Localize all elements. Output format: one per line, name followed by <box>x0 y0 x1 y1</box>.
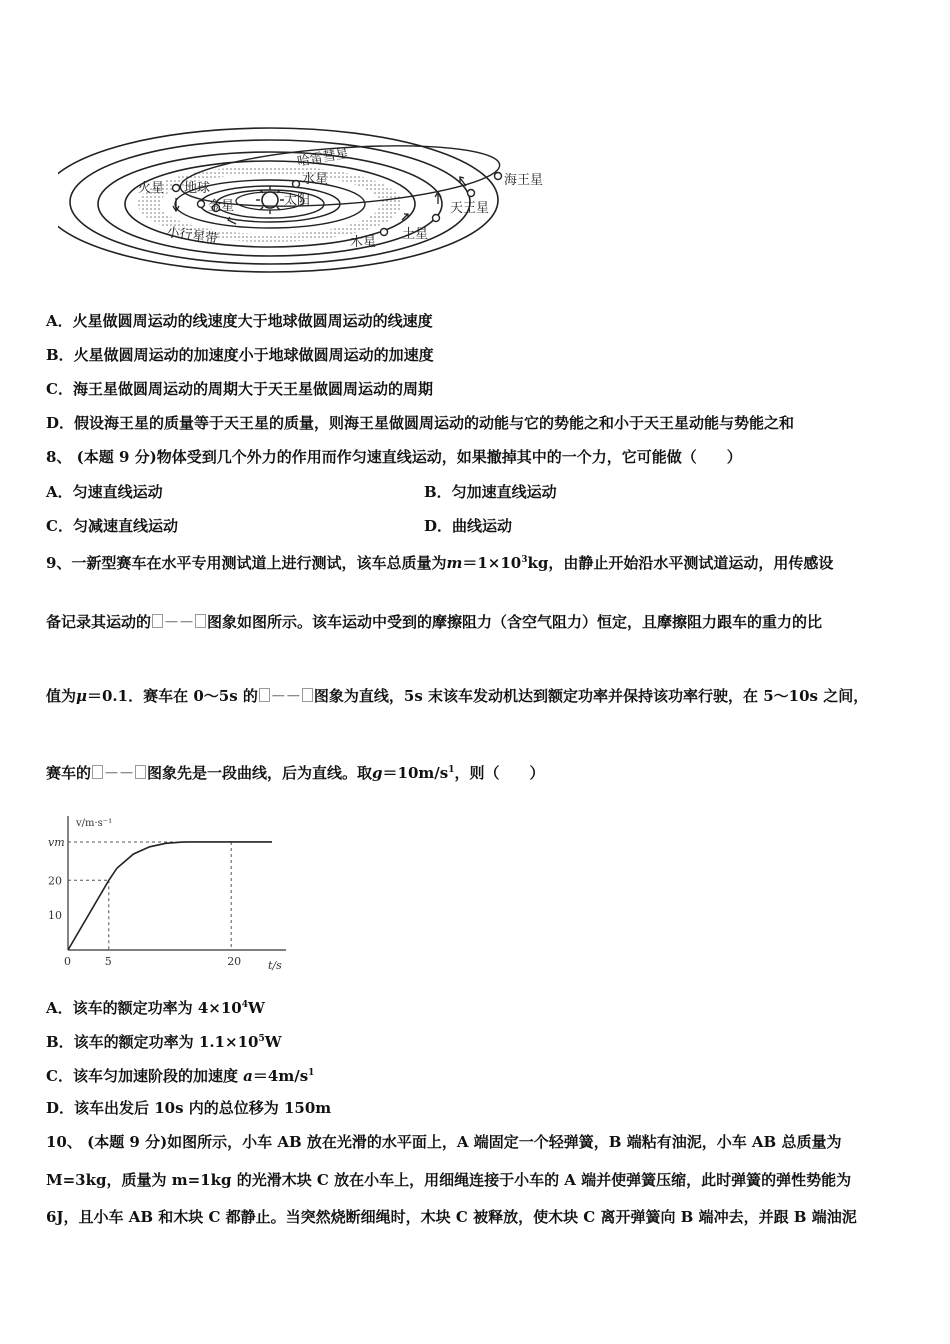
q8-stem: 8、 (本题 9 分)物体受到几个外力的作用而作匀速直线运动，如果撤掉其中的一个力，它可能做（ ） <box>46 448 742 466</box>
x-tick-label: 20 <box>227 955 242 968</box>
x-tick-label: 5 <box>104 955 112 968</box>
missing-glyph-box <box>259 688 270 702</box>
solar-system-figure <box>58 108 558 293</box>
mercury-label: 水星 <box>302 172 329 187</box>
saturn-label: 土星 <box>402 227 429 242</box>
q8-option-d: D．曲线运动 <box>424 517 513 535</box>
jupiter-label: 木星 <box>350 235 377 250</box>
x-axis-label: t/s <box>268 959 282 972</box>
y-tick-label: 10 <box>48 909 62 923</box>
q7-option-b: B．火星做圆周运动的加速度小于地球做圆周运动的加速度 <box>46 346 434 364</box>
uranus-label: 天王星 <box>450 201 490 216</box>
asteroid-belt-label: 小行星带 <box>165 225 220 248</box>
q7-option-a: A．火星做圆周运动的线速度大于地球做圆周运动的线速度 <box>46 312 433 330</box>
mercury-dot <box>293 181 300 188</box>
halley-label: 哈雷彗星 <box>296 146 350 170</box>
jupiter-dot <box>381 229 388 236</box>
q8-option-a: A．匀速直线运动 <box>46 483 163 501</box>
q9-line-3: 值为μ＝0.1．赛车在 0～5s 的 －－ 图象为直线，5s 末该车发动机达到额定功率并保持该功率行驶，在 5～10s 之间， <box>46 687 869 705</box>
q9-line-4: 赛车的 －－ 图象先是一段曲线，后为直线。取$g=10m/s^1$，则（ ） <box>46 764 545 782</box>
y-tick-label: vm <box>48 835 65 849</box>
q7-option-c: C．海王星做圆周运动的周期大于天王星做圆周运动的周期 <box>46 380 433 398</box>
saturn-dot <box>433 215 440 222</box>
y-tick-label: 20 <box>48 874 62 888</box>
mars-label: 火星 <box>138 181 165 196</box>
q9-line-1: 9、一新型赛车在水平专用测试道上进行测试，该车总质量为$m=1\times 10^3kg$，由静止开始沿水平测试道运动，用传感设 <box>46 554 834 572</box>
neptune-label: 海王星 <box>504 173 544 188</box>
venus-label: 金星 <box>208 199 235 214</box>
q8-options-row-2 <box>46 516 513 536</box>
orbit-uranus <box>70 140 470 264</box>
x-tick-label: 0 <box>64 955 71 968</box>
q9-option-b: B．该车的额定功率为 $1.1\times 10^5W$ <box>46 1033 282 1051</box>
earth-label: 地球 <box>184 181 211 196</box>
missing-glyph-box <box>135 765 146 779</box>
q9-option-a: A．该车的额定功率为 $4\times 10^4W$ <box>46 999 265 1017</box>
q10-line-3: 6J，且小车 AB 和木块 C 都静止。当突然烧断细绳时，木块 C 被释放，使木块 C 离开弹簧向 B 端冲去，并跟 B 端油泥 <box>46 1208 857 1226</box>
earth-dot <box>198 201 205 208</box>
q9-option-c: C．该车匀加速阶段的加速度 $a=4m/s^1$ <box>46 1067 315 1085</box>
q7-option-d: D．假设海王星的质量等于天王星的质量，则海王星做圆周运动的动能与它的势能之和小于天王星动能与势能之和 <box>46 414 795 432</box>
series-line <box>68 842 272 950</box>
q8-option-c: C．匀减速直线运动 <box>46 517 178 535</box>
q8-option-b: B．匀加速直线运动 <box>424 483 557 501</box>
missing-glyph-box <box>195 614 206 628</box>
neptune-dot <box>495 173 502 180</box>
q9-line-2: 备记录其运动的 －－ 图象如图所示。该车运动中受到的摩擦阻力（含空气阻力）恒定，且摩擦阻力跟车的重力的比 <box>46 613 823 631</box>
q10-line-1: 10、 (本题 9 分)如图所示，小车 AB 放在光滑的水平面上，A 端固定一个轻弹簧，B 端粘有油泥，小车 AB 总质量为 <box>46 1133 842 1151</box>
q10-line-2: M=3kg，质量为 m=1kg 的光滑木块 C 放在小车上，用细绳连接于小车的 A 端并使弹簧压缩，此时弹簧的弹性势能为 <box>46 1171 852 1189</box>
sun-label: 太阳 <box>284 193 311 208</box>
vt-chart <box>40 812 300 977</box>
uranus-dot <box>468 190 475 197</box>
missing-glyph-box <box>152 614 163 628</box>
mars-dot <box>173 185 180 192</box>
missing-glyph-box <box>302 688 313 702</box>
missing-glyph-box <box>92 765 103 779</box>
y-axis-label: v/m·s⁻¹ <box>76 818 113 829</box>
q9-option-d: D．该车出发后 10s 内的总位移为 150m <box>46 1099 332 1117</box>
q8-options-row-1 <box>46 482 557 502</box>
